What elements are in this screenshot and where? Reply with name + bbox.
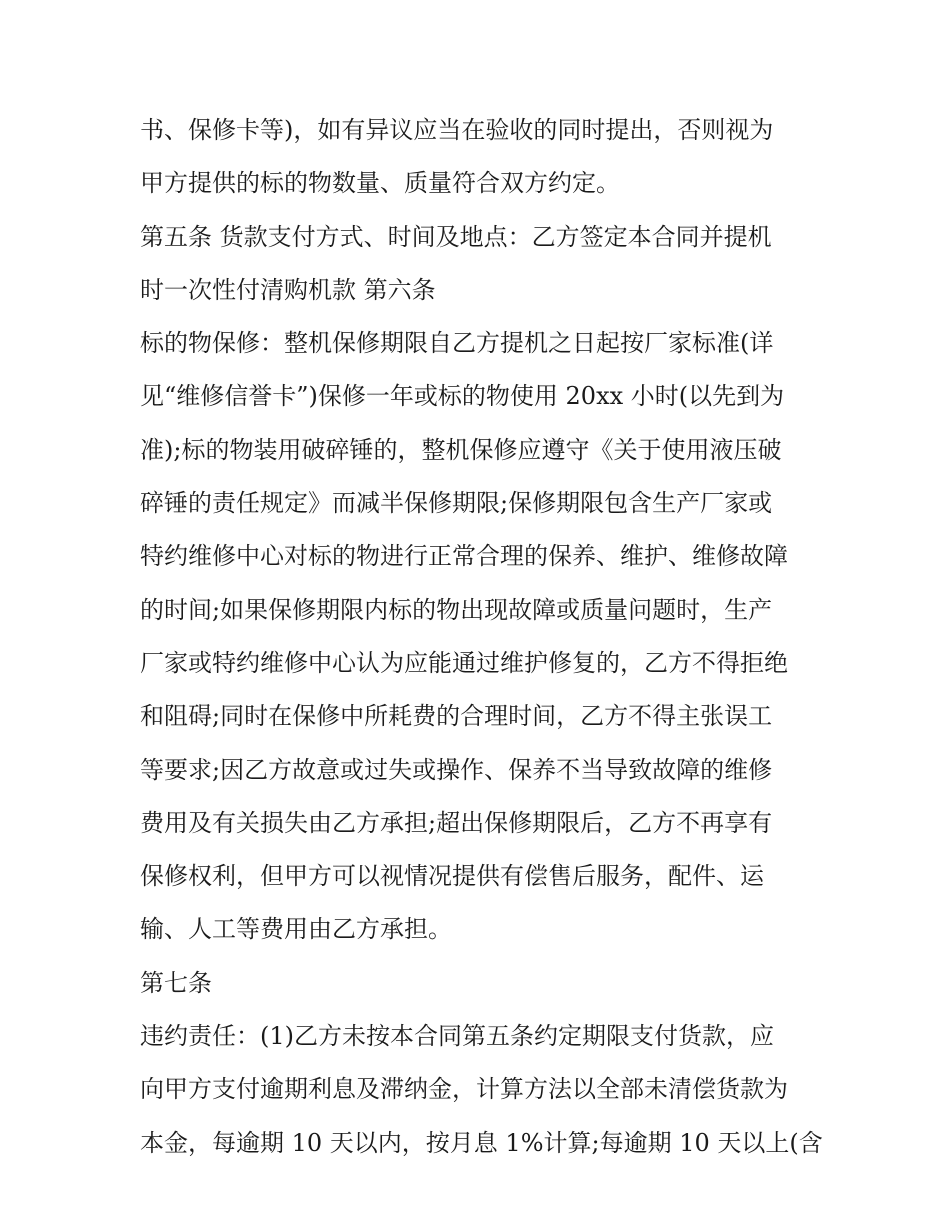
text-line: 准);标的物装用破碎锤的，整机保修应遵守《关于使用液压破 [140,435,782,464]
text-line: 碎锤的责任规定》而减半保修期限;保修期限包含生产厂家或 [140,489,773,518]
text-line: 费用及有关损失由乙方承担;超出保修期限后，乙方不再享有 [140,808,773,837]
text-line: 厂家或特约维修中心认为应能通过维护修复的，乙方不得拒绝 [140,648,788,677]
text-line: 第七条 [140,968,212,997]
text-line: 本金，每逾期 10 天以内，按月息 1%计算;每逾期 10 天以上(含 [140,1128,823,1157]
text-line: 违约责任：(1)乙方未按本合同第五条约定期限支付货款，应 [140,1022,774,1051]
text-line: 等要求;因乙方故意或过失或操作、保养不当导致故障的维修 [140,755,773,784]
text-line: 输、人工等费用由乙方承担。 [140,915,452,944]
text-line: 和阻碍;同时在保修中所耗费的合理时间，乙方不得主张误工 [140,702,773,731]
text-line: 的时间;如果保修期限内标的物出现故障或质量问题时，生产 [140,595,773,624]
text-line: 标的物保修：整机保修期限自乙方提机之日起按厂家标准(详 [140,329,774,358]
contract-text [140,104,830,1170]
text-line: 甲方提供的标的物数量、质量符合双方约定。 [140,169,620,198]
text-line: 第五条 货款支付方式、时间及地点：乙方签定本合同并提机 [140,222,772,251]
text-line: 特约维修中心对标的物进行正常合理的保养、维护、维修故障 [140,542,788,571]
text-line: 向甲方支付逾期利息及滞纳金，计算方法以全部未清偿货款为 [140,1075,788,1104]
text-line: 时一次性付清购机款 第六条 [140,275,436,304]
text-line: 见“维修信誉卡”)保修一年或标的物使用 20xx 小时(以先到为 [140,382,785,411]
text-line: 保修权利，但甲方可以视情况提供有偿售后服务，配件、运 [140,862,764,891]
text-line: 书、保修卡等)，如有异议应当在验收的同时提出，否则视为 [140,116,774,144]
